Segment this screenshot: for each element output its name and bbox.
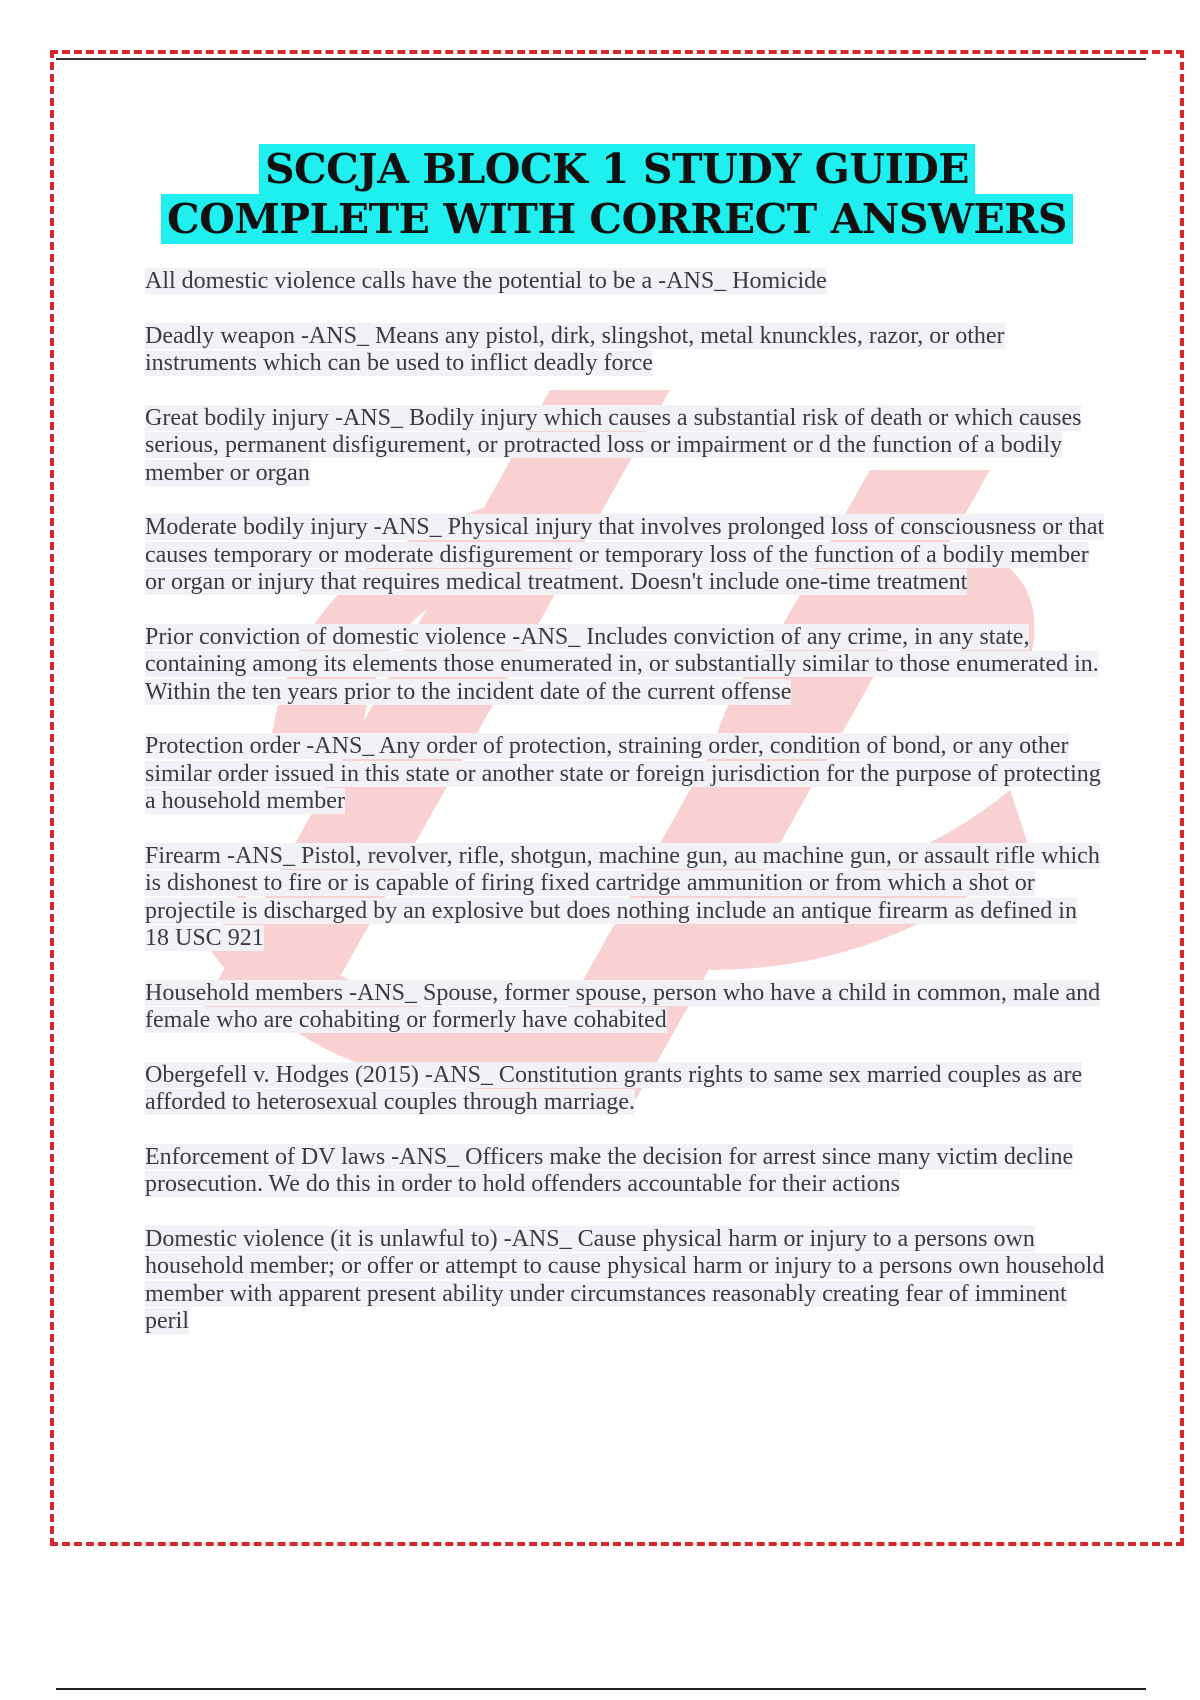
qa-entry bbox=[145, 733, 1105, 816]
qa-entry-text: Firearm -ANS_ Pistol, revolver, rifle, shotgun, machine gun, au machine gun, or assault rifle which is dishonest to fire or is capable of firing fixed cartridge ammunition or from which a shot or projectile is discharged by an explosive but does nothing include an antique firearm as defined in 18 USC 921 bbox=[145, 842, 1100, 951]
title-line-2: COMPLETE WITH CORRECT ANSWERS bbox=[161, 194, 1073, 244]
qa-entry-text: All domestic violence calls have the potential to be a -ANS_ Homicide bbox=[145, 268, 827, 294]
title-line-1: SCCJA BLOCK 1 STUDY GUIDE bbox=[259, 144, 975, 194]
qa-entry-text: Prior conviction of domestic violence -ANS_ Includes conviction of any crime, in any state, containing among its elements those enumerated in, or substantially similar to those enumerated in. Within the ten years prior to the incident date of the current offense bbox=[145, 623, 1099, 705]
qa-entry-text: Domestic violence (it is unlawful to) -ANS_ Cause physical harm or injury to a persons own household member; or offer or attempt to cause physical harm or injury to a persons own household member with apparent present ability under circumstances reasonably creating fear of imminent peril bbox=[145, 1225, 1105, 1334]
qa-entry-text: Enforcement of DV laws -ANS_ Officers make the decision for arrest since many victim decline prosecution. We do this in order to hold offenders accountable for their actions bbox=[145, 1143, 1074, 1197]
qa-entry bbox=[145, 624, 1105, 707]
qa-entry bbox=[145, 323, 1105, 378]
qa-entry bbox=[145, 1226, 1105, 1336]
document-title bbox=[100, 144, 1134, 244]
qa-entry-text: Obergefell v. Hodges (2015) -ANS_ Constitution grants rights to same sex married couples as are afforded to heterosexual couples through marriage. bbox=[145, 1061, 1083, 1115]
qa-entry-text: Household members -ANS_ Spouse, former spouse, person who have a child in common, male and female who are cohabiting or formerly have cohabited bbox=[145, 979, 1101, 1033]
qa-entry-text: Great bodily injury -ANS_ Bodily injury which causes a substantial risk of death or which causes serious, permanent disfigurement, or protracted loss or impairment or d the function of a bodily member or organ bbox=[145, 404, 1082, 486]
qa-entry-text: Protection order -ANS_ Any order of protection, straining order, condition of bond, or any other similar order issued in this state or another state or foreign jurisdiction for the purpose of protecting a household member bbox=[145, 733, 1101, 814]
qa-entry bbox=[145, 1062, 1105, 1117]
qa-entry bbox=[145, 514, 1105, 597]
qa-entry bbox=[145, 405, 1105, 488]
qa-entry-text: Moderate bodily injury -ANS_ Physical injury that involves prolonged loss of consciousness or that causes temporary or moderate disfigurement or temporary loss of the function of a bodily member or organ or injury that requires medical treatment. Doesn't include one-time treatment bbox=[145, 514, 1105, 595]
qa-entry bbox=[145, 1144, 1105, 1199]
bottom-rule bbox=[56, 1688, 1146, 1690]
qa-entry-text: Deadly weapon -ANS_ Means any pistol, dirk, slingshot, metal knunckles, razor, or other instruments which can be used to inflict deadly force bbox=[145, 322, 1005, 376]
qa-entry bbox=[145, 843, 1105, 953]
qa-entry bbox=[145, 980, 1105, 1035]
qa-entry bbox=[145, 268, 1105, 296]
qa-list bbox=[145, 268, 1105, 1363]
top-rule bbox=[56, 58, 1146, 60]
